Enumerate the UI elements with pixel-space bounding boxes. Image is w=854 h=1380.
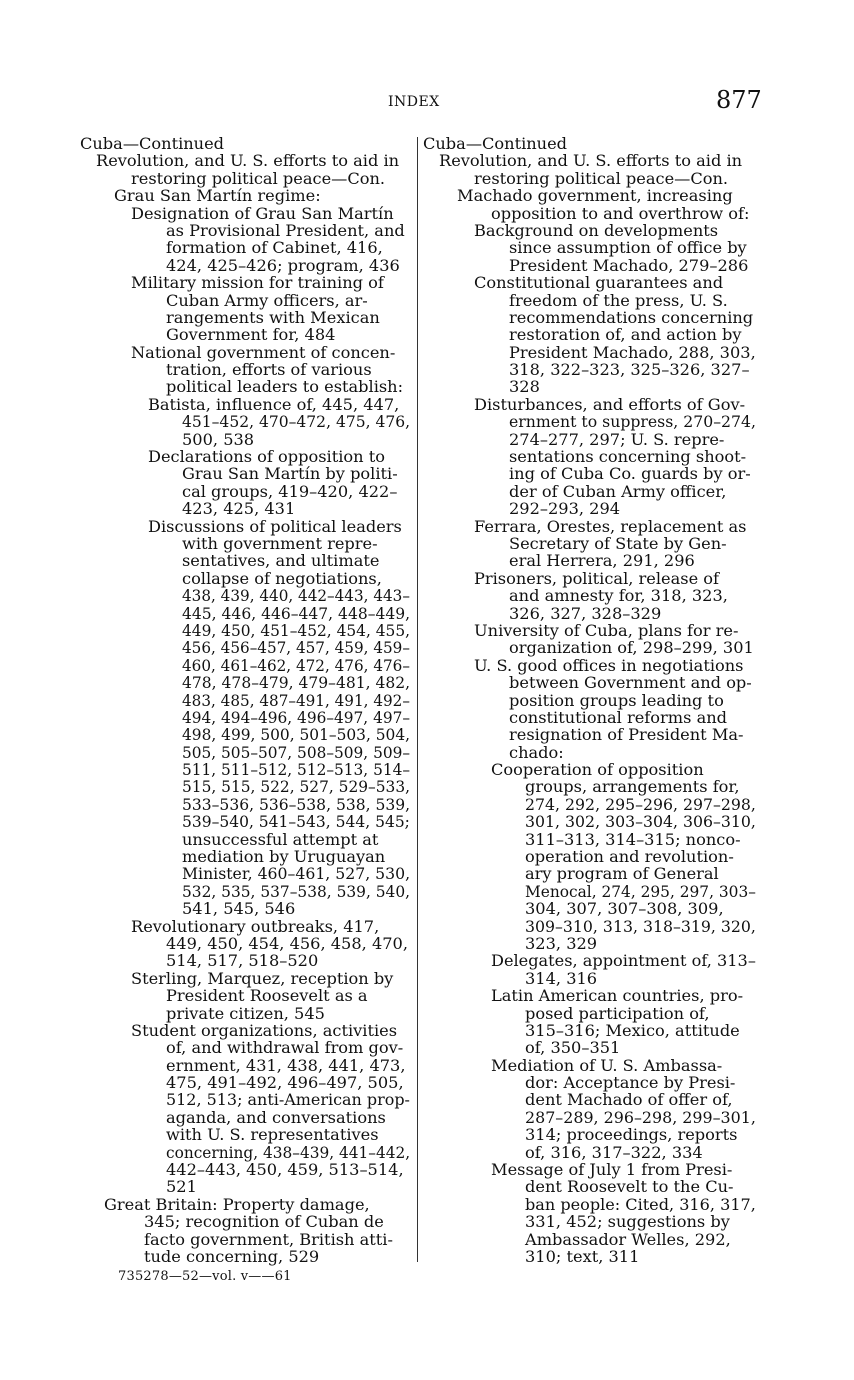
index-line: Constitutional guarantees and: [474, 273, 724, 293]
index-line: 451–452, 470–472, 475, 476,: [182, 412, 411, 432]
index-line: 515, 515, 522, 527, 529–533,: [182, 777, 411, 797]
index-line: 274, 292, 295–296, 297–298,: [525, 794, 756, 814]
index-line: constitutional reforms and: [509, 707, 728, 727]
index-line: position groups leading to: [509, 690, 724, 710]
index-line: 442–443, 450, 459, 513–514,: [166, 1160, 404, 1180]
index-line: 345; recognition of Cuban de: [144, 1212, 384, 1232]
index-line: freedom of the press, U. S.: [509, 290, 728, 310]
index-line: dent Machado of offer of,: [525, 1090, 733, 1110]
index-line: resignation of President Ma-: [509, 725, 744, 745]
page-title: INDEX: [388, 94, 440, 110]
index-line: organization of, 298–299, 301: [509, 638, 754, 658]
index-line: 424, 425–426; program, 436: [166, 255, 400, 275]
index-line: 505, 505–507, 508–509, 509–: [182, 742, 411, 762]
index-line: dor: Acceptance by Presi-: [525, 1073, 736, 1093]
index-line: 449, 450, 451–452, 454, 455,: [182, 620, 411, 640]
index-line: facto government, British atti-: [144, 1229, 393, 1249]
index-line: ban people: Cited, 316, 317,: [525, 1194, 756, 1214]
index-line: Secretary of State by Gen-: [509, 533, 727, 553]
index-line: Cuba—Continued: [423, 134, 568, 153]
index-line: posed participation of,: [525, 1003, 710, 1023]
index-line: 533–536, 536–538, 538, 539,: [182, 794, 411, 814]
index-line: sentatives, and ultimate: [182, 551, 380, 571]
index-line: Revolution, and U. S. efforts to aid in: [439, 151, 743, 171]
index-line: Minister, 460–461, 527, 530,: [182, 864, 411, 884]
index-line: as Provisional President, and: [166, 220, 405, 240]
index-line: Disturbances, and efforts of Gov-: [474, 394, 746, 414]
index-line: 331, 452; suggestions by: [525, 1212, 730, 1232]
index-line: Menocal, 274, 295, 297, 303–: [525, 881, 756, 901]
index-line: 512, 513; anti-American prop-: [166, 1090, 410, 1110]
index-line: formation of Cabinet, 416,: [166, 238, 383, 258]
index-line: cal groups, 419–420, 422–: [182, 481, 398, 501]
running-head: [0, 86, 854, 122]
index-line: of, 350–351: [525, 1038, 621, 1058]
index-line: groups, arrangements for,: [525, 777, 740, 797]
index-line: Declarations of opposition to: [148, 447, 385, 467]
index-line: with U. S. representatives: [166, 1125, 379, 1145]
index-line: Background on developments: [474, 220, 719, 240]
index-line: Cooperation of opposition: [491, 760, 704, 780]
index-line: 483, 485, 487–491, 491, 492–: [182, 690, 410, 710]
index-line: 304, 307, 307–308, 309,: [525, 899, 724, 919]
index-line: restoring political peace—Con.: [131, 168, 386, 188]
index-line: Revolution, and U. S. efforts to aid in: [96, 151, 400, 171]
index-line: Revolutionary outbreaks, 417,: [131, 916, 380, 936]
index-line: Prisoners, political, release of: [474, 568, 720, 588]
right-column: [423, 135, 756, 1265]
index-line: 287–289, 296–298, 299–301,: [525, 1107, 756, 1127]
index-line: 449, 450, 454, 456, 458, 470,: [166, 933, 408, 953]
index-line: 328: [509, 377, 540, 397]
index-line: Cuban Army officers, ar-: [166, 290, 368, 310]
index-line: 532, 535, 537–538, 539, 540,: [182, 881, 411, 901]
index-line: Cuba—Continued: [80, 134, 225, 153]
index-line: Mediation of U. S. Ambassa-: [491, 1055, 723, 1075]
index-line: 314, 316: [525, 968, 598, 988]
index-line: Military mission for training of: [131, 273, 384, 293]
index-line: Designation of Grau San Martín: [131, 203, 394, 223]
index-line: dent Roosevelt to the Cu-: [525, 1177, 734, 1197]
index-line: Batista, influence of, 445, 447,: [148, 394, 400, 414]
index-line: tude concerning, 529: [144, 1247, 320, 1266]
index-line: 511, 511–512, 512–513, 514–: [182, 760, 411, 780]
index-line: 438, 439, 440, 442–443, 443–: [182, 586, 410, 606]
index-line: private citizen, 545: [166, 1003, 325, 1023]
index-line: Grau San Martín regime:: [114, 186, 321, 206]
index-line: 498, 499, 500, 501–503, 504,: [182, 725, 411, 745]
index-line: President Machado, 288, 303,: [509, 342, 756, 362]
index-line: Delegates, appointment of, 313–: [491, 951, 756, 971]
index-line: tration, efforts of various: [166, 360, 372, 380]
index-line: Student organizations, activities: [131, 1020, 398, 1040]
index-line: 539–540, 541–543, 544, 545;: [182, 812, 410, 832]
index-line: 460, 461–462, 472, 476, 476–: [182, 655, 410, 675]
index-line: Government for, 484: [166, 325, 336, 345]
index-line: Ferrara, Orestes, replacement as: [474, 516, 747, 536]
index-line: with government repre-: [182, 533, 378, 553]
index-line: of, 316, 317–322, 334: [525, 1142, 703, 1162]
index-line: 475, 491–492, 496–497, 505,: [166, 1073, 404, 1093]
index-line: ernment, 431, 438, 441, 473,: [166, 1055, 406, 1075]
printer-imprint: 735278—52—vol. v——61: [118, 1269, 292, 1284]
page-number: 877: [716, 86, 762, 114]
index-line: restoring political peace—Con.: [474, 168, 729, 188]
index-line: collapse of negotiations,: [182, 568, 382, 588]
index-line: der of Cuban Army officer,: [509, 481, 727, 501]
index-line: Latin American countries, pro-: [491, 986, 744, 1006]
index-line: 323, 329: [525, 933, 598, 953]
index-line: Machado government, increasing: [457, 186, 733, 206]
index-line: rangements with Mexican: [166, 307, 380, 327]
index-line: 311–313, 314–315; nonco-: [525, 829, 741, 849]
left-column: [80, 135, 410, 1265]
index-line: political leaders to establish:: [166, 377, 404, 397]
index-line: 314; proceedings, reports: [525, 1125, 738, 1145]
index-line: 514, 517, 518–520: [166, 951, 319, 971]
index-line: 494, 494–496, 496–497, 497–: [182, 707, 411, 727]
index-line: University of Cuba, plans for re-: [474, 620, 739, 640]
index-line: sentations concerning shoot-: [509, 447, 747, 467]
index-line: 456, 456–457, 457, 459, 459–: [182, 638, 410, 658]
index-line: mediation by Uruguayan: [182, 847, 386, 867]
index-line: ernment to suppress, 270–274,: [509, 412, 756, 432]
index-line: ing of Cuba Co. guards by or-: [509, 464, 751, 484]
index-line: ary program of General: [525, 864, 719, 884]
index-line: restoration of, and action by: [509, 325, 742, 345]
index-line: 541, 545, 546: [182, 899, 296, 919]
index-line: 301, 302, 303–304, 306–310,: [525, 812, 756, 832]
index-line: 521: [166, 1177, 197, 1197]
index-line: 310; text, 311: [525, 1247, 640, 1266]
index-line: unsuccessful attempt at: [182, 829, 379, 849]
index-line: U. S. good offices in negotiations: [474, 655, 744, 675]
index-line: 309–310, 313, 318–319, 320,: [525, 916, 756, 936]
index-line: operation and revolution-: [525, 847, 734, 867]
index-line: between Government and op-: [509, 673, 752, 693]
index-line: 423, 425, 431: [182, 499, 296, 519]
index-line: 274–277, 297; U. S. repre-: [509, 429, 725, 449]
index-line: Message of July 1 from Presi-: [491, 1160, 733, 1180]
index-line: Grau San Martín by politi-: [182, 464, 398, 484]
index-line: Discussions of political leaders: [148, 516, 402, 536]
index-line: National government of concen-: [131, 342, 396, 362]
index-line: President Roosevelt as a: [166, 986, 368, 1006]
index-line: 445, 446, 446–447, 448–449,: [182, 603, 411, 623]
index-line: 315–316; Mexico, attitude: [525, 1020, 740, 1040]
index-line: Great Britain: Property damage,: [104, 1194, 370, 1214]
index-line: Ambassador Welles, 292,: [525, 1229, 731, 1249]
index-line: chado:: [509, 742, 564, 762]
index-line: concerning, 438–439, 441–442,: [166, 1142, 411, 1162]
index-line: 318, 322–323, 325–326, 327–: [509, 360, 750, 380]
index-line: President Machado, 279–286: [509, 255, 749, 275]
index-line: of, and withdrawal from gov-: [166, 1038, 404, 1058]
index-line: since assumption of office by: [509, 238, 747, 258]
index-line: 478, 478–479, 479–481, 482,: [182, 673, 411, 693]
index-line: 292–293, 294: [509, 499, 621, 519]
index-line: 500, 538: [182, 429, 255, 449]
index-line: 326, 327, 328–329: [509, 603, 662, 623]
index-line: eral Herrera, 291, 296: [509, 551, 695, 571]
column-divider: [417, 137, 418, 1262]
index-line: Sterling, Marquez, reception by: [131, 968, 394, 988]
index-line: opposition to and overthrow of:: [491, 203, 750, 223]
index-line: recommendations concerning: [509, 307, 754, 327]
index-line: aganda, and conversations: [166, 1107, 386, 1127]
index-line: and amnesty for, 318, 323,: [509, 586, 728, 606]
